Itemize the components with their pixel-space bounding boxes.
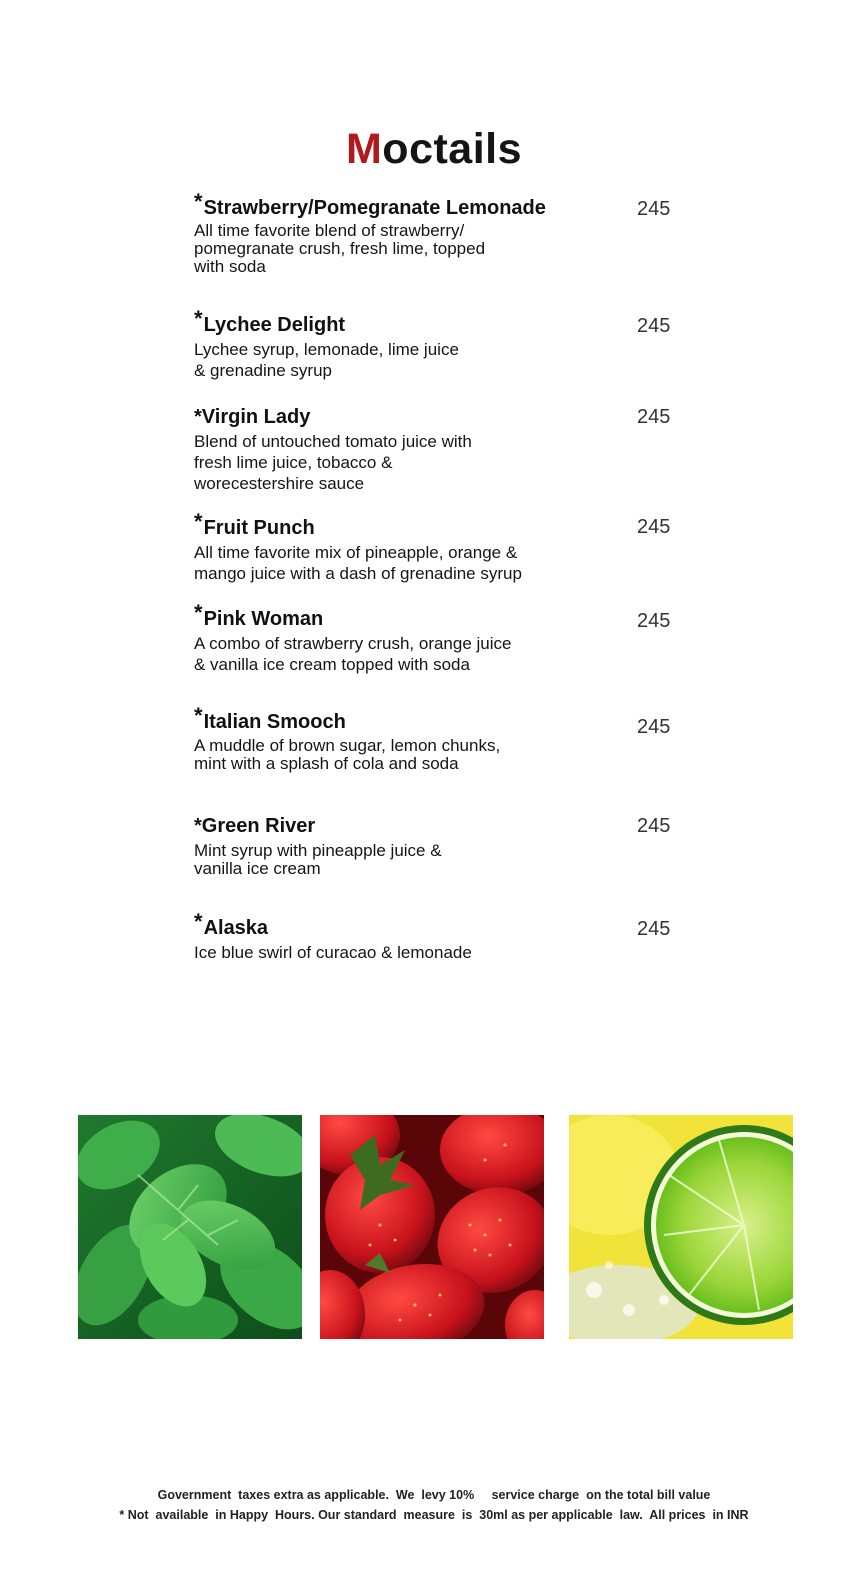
lemon-lime-photo <box>569 1115 793 1339</box>
item-star: * <box>194 509 203 534</box>
item-price: 245 <box>637 406 671 428</box>
item-name: Pink Woman <box>203 608 324 630</box>
item-description: All time favorite mix of pineapple, orange & mango juice with a dash of grenadine syrup <box>194 543 522 583</box>
item-name: Italian Smooch <box>203 711 346 733</box>
item-name-row <box>194 600 694 630</box>
item-name-row <box>194 406 694 428</box>
item-star: * <box>194 600 203 625</box>
mint-leaves-photo <box>78 1115 302 1339</box>
title-initial: M <box>345 124 383 173</box>
item-name-row <box>194 703 694 733</box>
menu-item <box>194 189 694 276</box>
item-price: 245 <box>637 198 671 220</box>
item-price: 245 <box>637 815 671 837</box>
item-name: Alaska <box>203 917 269 939</box>
item-name-row <box>194 306 694 336</box>
item-star: * <box>194 909 203 934</box>
menu-item <box>194 815 694 878</box>
item-name: Green River <box>201 815 316 837</box>
item-description: A muddle of brown sugar, lemon chunks, mint with a splash of cola and soda <box>194 736 501 773</box>
menu-item <box>194 406 694 494</box>
item-price: 245 <box>637 716 671 738</box>
menu-item <box>194 703 694 773</box>
item-star: * <box>194 703 203 728</box>
item-description: Mint syrup with pineapple juice & vanilla ice cream <box>194 841 442 878</box>
item-star: * <box>194 189 203 214</box>
menu-item <box>194 509 694 584</box>
item-price: 245 <box>637 918 671 940</box>
item-star: * <box>194 815 202 837</box>
item-price: 245 <box>637 516 671 538</box>
item-description: Ice blue swirl of curacao & lemonade <box>194 943 472 962</box>
item-name-row <box>194 509 694 539</box>
item-name-row <box>194 189 694 219</box>
footer-tax-note: Government taxes extra as applicable. We levy 10% service charge on the total bill value <box>157 1488 711 1502</box>
item-description: A combo of strawberry crush, orange juice & vanilla ice cream topped with soda <box>194 634 512 674</box>
item-description: Blend of untouched tomato juice with fresh lime juice, tobacco & worecestershire sauce <box>194 432 472 493</box>
item-name: Fruit Punch <box>203 517 315 539</box>
item-star: * <box>194 406 202 428</box>
menu-item <box>194 909 694 963</box>
page-title <box>0 125 868 174</box>
item-price: 245 <box>637 315 671 337</box>
item-name: Virgin Lady <box>201 406 311 428</box>
menu-item <box>194 306 694 381</box>
footer-happy-hours-note: * Not available in Happy Hours. Our standard measure is 30ml as per applicable law. All prices in INR <box>119 1508 749 1522</box>
title-rest: octails <box>382 124 523 173</box>
item-name-row <box>194 815 694 837</box>
item-name: Strawberry/Pomegranate Lemonade <box>203 197 546 219</box>
item-name: Lychee Delight <box>203 314 346 336</box>
item-star: * <box>194 306 203 331</box>
menu-item <box>194 600 694 675</box>
item-description: All time favorite blend of strawberry/ pomegranate crush, fresh lime, topped with soda <box>194 221 486 276</box>
strawberries-photo <box>320 1115 544 1339</box>
item-price: 245 <box>637 610 671 632</box>
item-description: Lychee syrup, lemonade, lime juice & grenadine syrup <box>194 340 459 380</box>
item-name-row <box>194 909 694 939</box>
